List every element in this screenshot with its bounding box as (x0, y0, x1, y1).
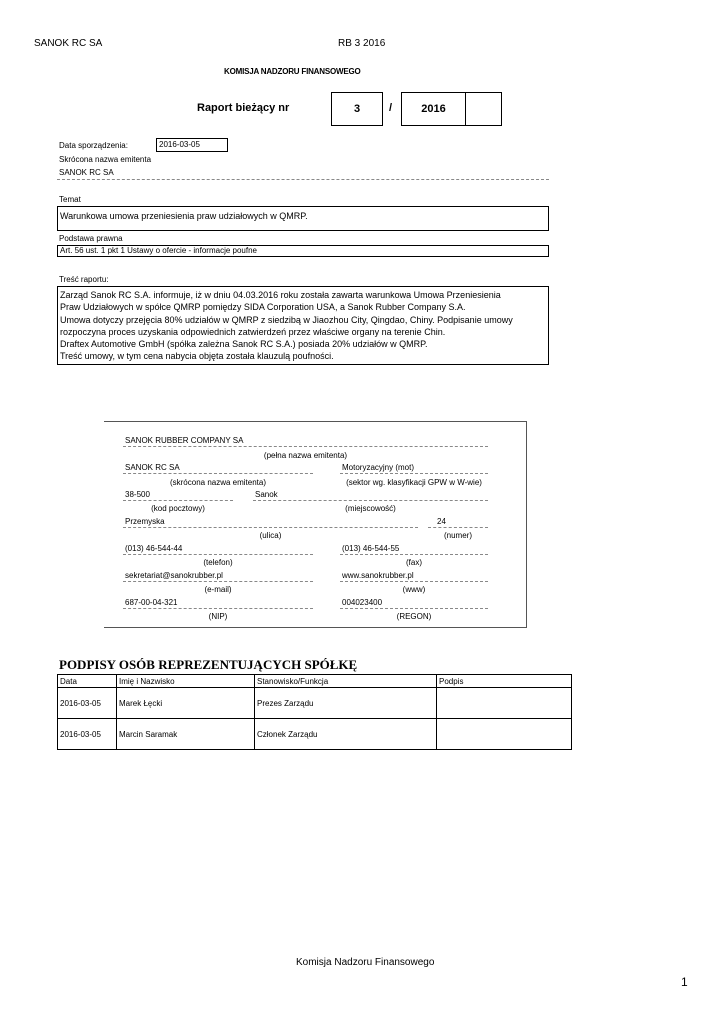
signatures-table (57, 674, 572, 750)
issuer-full-name-caption: (pełna nazwa emitenta) (263, 451, 348, 460)
line (123, 554, 313, 555)
issuer-street-caption: (ulica) (259, 531, 282, 540)
line (123, 608, 313, 609)
report-year-box (401, 92, 466, 126)
line (123, 527, 418, 528)
content-line: Praw Udziałowych w spółce QMRP pomiędzy SIDA Corporation USA, a Sanok Rubber Company S.A. (60, 302, 466, 313)
col-name-header: Imię i Nazwisko (117, 675, 255, 688)
issuer-short-name-caption: (skrócona nazwa emitenta) (169, 478, 267, 487)
issuer-short-name: SANOK RC SA (125, 463, 180, 472)
line (340, 581, 488, 582)
issuer-number-caption: (numer) (443, 531, 472, 540)
col-date-header: Data (58, 675, 117, 688)
divider (57, 179, 549, 180)
row-date: 2016-03-05 (58, 688, 117, 719)
issuer-regon-caption: (REGON) (396, 612, 432, 621)
subject-label: Temat (59, 195, 81, 204)
issuer-city-caption: (miejscowość) (345, 504, 396, 513)
page-number: 1 (681, 975, 688, 989)
col-position-header: Stanowisko/Funkcja (255, 675, 437, 688)
date-label: Data sporządzenia: (59, 141, 128, 150)
issuer-phone: (013) 46-544-44 (125, 544, 183, 553)
content-line: rozpoczyna proces uzyskania odpowiednich zatwierdzeń przez właściwe organy na terenie Chin. (60, 326, 446, 337)
issuer-city: Sanok (255, 490, 278, 499)
line (253, 500, 488, 501)
content-body (57, 286, 549, 365)
issuer-street: Przemyska (125, 517, 165, 526)
issuer-email: sekretariat@sanokrubber.pl (125, 571, 223, 580)
col-signature-header: Podpis (437, 675, 572, 688)
line (123, 500, 233, 501)
footer-text: Komisja Nadzoru Finansowego (296, 957, 435, 968)
row-position: Prezes Zarządu (255, 688, 437, 719)
issuer-postal-code-caption: (kod pocztowy) (151, 504, 205, 513)
header-company: SANOK RC SA (34, 38, 103, 49)
line (340, 473, 488, 474)
issuer-number: 24 (437, 517, 446, 526)
content-label: Treść raportu: (59, 275, 109, 284)
line (123, 446, 488, 447)
issuer-email-caption: (e-mail) (204, 585, 232, 594)
report-slash: / (389, 102, 393, 114)
line (340, 608, 488, 609)
line (123, 473, 313, 474)
issuer-sector-caption: (sektor wg. klasyfikacji GPW w W-wie) (346, 478, 482, 487)
issuer-fax-caption: (fax) (406, 558, 422, 567)
issuer-regon: 004023400 (342, 598, 383, 607)
report-extra-box (465, 92, 502, 126)
issuer-www: www.sanokrubber.pl (342, 571, 414, 580)
report-year: 2016 (421, 103, 446, 115)
content-line: Draftex Automotive GmbH (spółka zależna Sanok RC S.A.) posiada 20% udziałów w QMRP. (60, 339, 428, 350)
legal-basis-label: Podstawa prawna (59, 234, 123, 243)
content-line: Treść umowy, w tym cena nabycia objęta została klauzulą poufności. (60, 351, 334, 362)
report-number-box (331, 92, 383, 126)
row-signature (437, 688, 572, 719)
issuer-nip-caption: (NIP) (208, 612, 228, 621)
table-row (58, 688, 572, 719)
issuer-full-name: SANOK RUBBER COMPANY SA (125, 436, 244, 445)
row-position: Członek Zarządu (255, 719, 437, 750)
content-line: Umowa dotyczy przejęcia 80% udziałów w QMRP z siedzibą w Jiaozhou City, Qingdao, Chiny. Podpisanie umowy (60, 314, 513, 325)
row-name: Marcin Saramak (117, 719, 255, 750)
issuer-nip: 687-00-04-321 (125, 598, 178, 607)
subject-value: Warunkowa umowa przeniesienia praw udziałowych w QMRP. (57, 206, 549, 231)
report-label: Raport bieżący nr (197, 102, 290, 114)
header-report-code: RB 3 2016 (338, 38, 386, 49)
issuer-phone-caption: (telefon) (203, 558, 233, 567)
table-row (58, 719, 572, 750)
short-name-value: SANOK RC SA (59, 168, 114, 177)
row-name: Marek Łęcki (117, 688, 255, 719)
issuer-postal-code: 38-500 (125, 490, 150, 499)
line (428, 527, 488, 528)
issuer-www-caption: (www) (402, 585, 426, 594)
row-signature (437, 719, 572, 750)
issuer-fax: (013) 46-544-55 (342, 544, 400, 553)
report-number: 3 (353, 103, 361, 115)
line (340, 554, 488, 555)
legal-basis-value: Art. 56 ust. 1 pkt 1 Ustawy o ofercie - informacje poufne (57, 245, 549, 257)
short-name-label: Skrócona nazwa emitenta (59, 155, 152, 164)
line (123, 581, 313, 582)
table-header-row (58, 675, 572, 688)
authority-name: KOMISJA NADZORU FINANSOWEGO (224, 67, 361, 76)
signatures-title: PODPISY OSÓB REPREZENTUJĄCYCH SPÓŁKĘ (59, 657, 358, 672)
row-date: 2016-03-05 (58, 719, 117, 750)
content-line: Zarząd Sanok RC S.A. informuje, iż w dniu 04.03.2016 roku została zawarta warunkowa Umowa Przeniesienia (60, 290, 501, 300)
issuer-sector: Motoryzacyjny (mot) (342, 463, 415, 472)
date-value: 2016-03-05 (156, 138, 228, 152)
